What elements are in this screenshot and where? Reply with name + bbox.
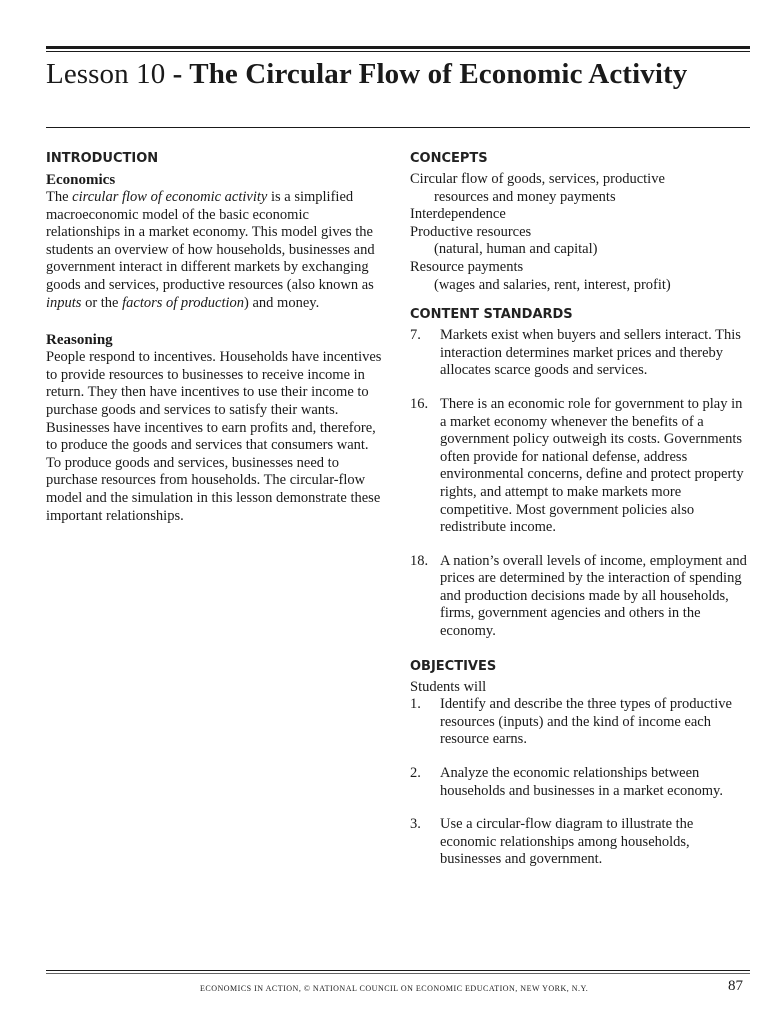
objective-text: Analyze the economic relationships between households and businesses in a market economy. (440, 765, 723, 799)
standard-text: Markets exist when buyers and sellers interact. This interaction determines market prices and thereby allocates scarce goods and services. (440, 327, 741, 379)
economics-subheading: Economics (46, 172, 116, 188)
content-standards-heading: CONTENT STANDARDS (410, 307, 573, 323)
concepts-list (410, 171, 752, 294)
lesson-title: The Circular Flow of Economic Activity (189, 58, 688, 90)
left-column (46, 150, 386, 525)
standard-text: There is an economic role for government to play in a market economy whenever the benefits of a government policy outweigh its costs. Governments often provide for national defense, address environmental concerns, define and protect property rights, and attempt to make markets more competitive. Most government policies also redistribute income. (440, 395, 744, 536)
concept-line: Resource payments (410, 258, 524, 275)
economics-text-2: is a simplified macroeconomic model of the basic economic relationships in a market economy. This model gives the students an overview of how households, businesses and government interact in different markets by exchanging goods and services, productive resources (also known as (46, 189, 375, 293)
standard-number: 16. (410, 395, 429, 412)
lesson-number: Lesson 10 (46, 58, 166, 90)
objective-item (410, 696, 752, 749)
standard-number: 18. (410, 552, 429, 569)
footer-credit: ECONOMICS IN ACTION, © NATIONAL COUNCIL ON ECONOMIC EDUCATION, NEW YORK, N.Y. (200, 984, 589, 993)
concept-line: Interdependence (410, 206, 506, 223)
standard-item (410, 553, 752, 641)
page-number: 87 (728, 978, 743, 994)
objective-text: Use a circular-flow diagram to illustrate the economic relationships among households, businesses and government. (440, 816, 694, 868)
economics-text-4: ) and money. (244, 294, 320, 311)
title-separator: - (165, 58, 190, 90)
economics-term-circular-flow: circular flow of economic activity (72, 189, 268, 205)
economics-text-3: or the (81, 294, 123, 311)
objective-item (410, 816, 752, 869)
concept-line: Productive resources (410, 223, 532, 240)
standard-item (410, 396, 752, 537)
standard-number: 7. (410, 327, 421, 344)
concept-line: (wages and salaries, rent, interest, profit) (434, 276, 671, 293)
economics-paragraph (46, 189, 386, 312)
objective-number: 2. (410, 765, 421, 782)
standard-item (410, 327, 752, 380)
right-column (410, 150, 752, 869)
objectives-heading: OBJECTIVES (410, 658, 497, 674)
title-rule (46, 127, 750, 128)
standard-text: A nation’s overall levels of income, employment and prices are determined by the interaction of spending and production decisions made by all households, firms, government agencies and others in the economy. (440, 552, 747, 640)
top-rule-thin (46, 51, 750, 52)
concept-line: Circular flow of goods, services, productive (410, 171, 665, 187)
footer-rule-2 (46, 973, 750, 974)
objective-number: 3. (410, 816, 421, 833)
objective-text: Identify and describe the three types of productive resources (inputs) and the kind of income each resource earns. (440, 696, 732, 748)
economics-term-inputs: inputs (46, 294, 82, 311)
reasoning-paragraph: People respond to incentives. Households have incentives to provide resources to businesses to receive income in return. They then have incentives to use their income to purchase goods and services to satisfy their wants. Businesses have incentives to earn profits and, therefore, to produce the goods and services that consumers want. To produce goods and services, businesses need to purchase resources from households. The circular-flow model and the simulation in this lesson demonstrate these important relationships. (46, 349, 382, 524)
economics-text-1: The (46, 189, 73, 205)
objectives-intro: Students will (410, 678, 487, 695)
concept-line: resources and money payments (434, 188, 616, 205)
top-rule (46, 46, 750, 49)
concept-line: (natural, human and capital) (434, 241, 598, 258)
introduction-heading: INTRODUCTION (46, 151, 159, 166)
objective-item (410, 765, 752, 800)
objective-number: 1. (410, 696, 421, 713)
economics-term-factors: factors of production (122, 294, 245, 311)
page-title (46, 55, 750, 93)
footer-rule (46, 970, 750, 971)
concepts-heading: CONCEPTS (410, 151, 488, 166)
reasoning-subheading: Reasoning (46, 332, 113, 349)
